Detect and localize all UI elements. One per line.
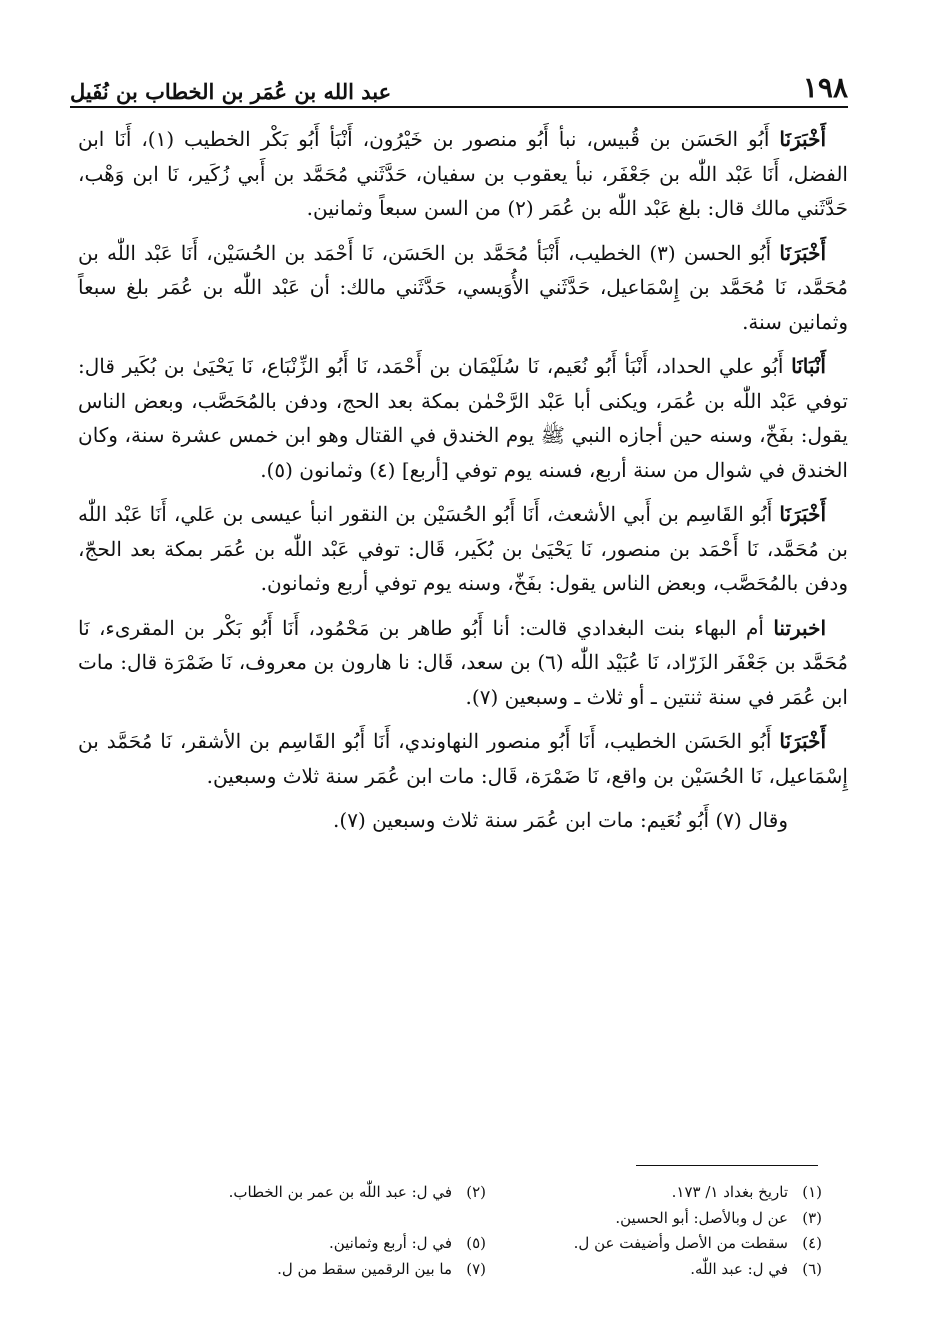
page-header [70, 66, 848, 104]
footnote [486, 1231, 822, 1257]
footnote-text: تاريخ بغداد ١/ ١٧٣. [671, 1183, 788, 1201]
paragraph [78, 611, 848, 715]
footnote [486, 1257, 822, 1283]
footnote-text: عن ل وبالأصل: أبو الحسين. [615, 1208, 788, 1227]
paragraph [78, 349, 848, 487]
paragraph [78, 497, 848, 601]
footnote-number: (١) [802, 1183, 822, 1201]
paragraph-text: أَبُو علي الحداد، أَنْبَأ أَبُو نُعَيم، نَا سُلَيْمَان بن أَحْمَد، نَا أَبُو الزِّنْبَاع، نَا يَحْيَىٰ بن بُكَير قال: توفي عَبْد اللّٰه بن عُمَر، ويكنى أبا عَبْد الرَّحْمٰن بمكة بعد الحج، ودفن بالمُحَصَّب، وبعض الناس يقول: بفَخّ، وسنه حين أجازه النبي ﷺ يوم الخندق في القتال وهو ابن خمس عشرة سنة، وكان الخندق في شوال من سنة أربع، فسنه يوم توفي [أربع] (٤) وثمانون (٥). [78, 354, 848, 482]
footnote-number: (٦) [802, 1259, 822, 1278]
paragraph-lead: أَخْبَرَنَا [779, 502, 826, 526]
paragraph [78, 803, 848, 838]
paragraph-lead: أَخْبَرَنَا [779, 240, 826, 265]
footnote-number: (٧) [466, 1259, 486, 1278]
footnote-text: ما بين الرقمين سقط من ل. [277, 1259, 452, 1278]
footnote-number: (٥) [466, 1234, 486, 1252]
footnote [150, 1231, 486, 1257]
paragraph-text: أَبُو القَاسِم بن أَبي الأشعث، أَنَا أَبُو الحُسَيْن بن النقور انبأ عيسى بن عَلي، أَنَا عَبْد اللّٰه بن مُحَمَّد، نَا أَحْمَد بن منصور، نَا يَحْيَىٰ بن بُكَير، قَال: توفي عَبْد اللّٰه بن عُمَر بمكة بعد الحجّ، ودفن بالمُحَصَّب، وبعض الناس يقول: بفَخّ، وسنه يوم توفي أربع وثمانون. [78, 502, 848, 595]
footnote [486, 1180, 822, 1206]
paragraph [78, 122, 848, 226]
footnote [150, 1180, 486, 1206]
footnote-rule [636, 1165, 818, 1166]
paragraph-lead: أَنْبَانَا [791, 354, 826, 378]
paragraph-text: أَبُو الحسن (٣) الخطيب، أَنْبَأ مُحَمَّد بن الحَسَن، نَا أَحْمَد بن الحُسَيْن، أَنَا عَبْد اللّٰه بن مُحَمَّد، نَا مُحَمَّد بن إِسْمَاعيل، حَدَّثَني الأُوَيسي، حَدَّثَني مالك: أن عَبْد اللّٰه بن عُمَر بلغ سبعاً وثمانين سنة. [78, 240, 848, 334]
paragraph-text: أم البهاء بنت البغدادي قالت: أنا أَبُو طاهر بن مَحْمُود، أَنَا أَبُو بَكْر بن المقرىء، نَا مُحَمَّد بن جَعْفَر الزَرّاد، نَا عُبَيْد اللّٰه (٦) بن سعد، قَال: نا هارون بن معروف، نَا ضَمْرَة قال: مات ابن عُمَر في سنة ثنتين ـ أو ثلاث ـ وسبعين (٧). [78, 615, 848, 709]
paragraph-text: وقال (٧) أَبُو نُعَيم: مات ابن عُمَر سنة ثلاث وسبعين (٧). [333, 808, 788, 832]
paragraph-lead: اخبرتنا [773, 615, 826, 640]
footnote-row [150, 1180, 822, 1206]
paragraph-lead: أَخْبَرَنَا [779, 729, 826, 753]
footnote-row [150, 1206, 822, 1232]
main-text [78, 122, 848, 848]
paragraph [78, 724, 848, 793]
paragraph-text: أَبُو الحَسَن بن قُبيس، نبأ أَبُو منصور بن خَيْرُون، أَنْبَأ أَبُو بَكْر الخطيب (١)، أَنَا ابن الفضل، أَنَا عَبْد اللّٰه بن جَعْفَر، نبأ يعقوب بن سفيان، حَدَّثَني مُحَمَّد بن أَبي زُكَير، نَا ابن وَهْب، حَدَّثَني مالك قال: بلغ عَبْد اللّٰه بن عُمَر (٢) من السن سبعاً وثمانين. [78, 127, 848, 220]
footnote [150, 1257, 486, 1283]
footnote-text: في ل: عبد اللّٰه. [690, 1259, 788, 1278]
footnote-number: (٣) [802, 1208, 822, 1227]
footnote-row [150, 1231, 822, 1257]
footnote-text: سقطت من الأصل وأضيفت عن ل. [573, 1234, 788, 1252]
footnote-number: (٢) [466, 1183, 486, 1201]
footnotes [150, 1180, 822, 1282]
footnote-text: في ل: عبد اللّٰه بن عمر بن الخطاب. [228, 1183, 452, 1201]
footnote-text: في ل: أربع وثمانين. [328, 1234, 452, 1252]
footnote [486, 1206, 822, 1232]
page-number: ١٩٨ [802, 71, 848, 104]
footnote-number: (٤) [802, 1234, 822, 1252]
paragraph [78, 236, 848, 340]
running-title: عبد الله بن عُمَر بن الخطاب بن نُفَيل [70, 79, 392, 104]
paragraph-text: أَبُو الحَسَن الخطيب، أَنَا أَبُو منصور النهاوندي، أَنَا أَبُو القَاسِم بن الأشقر، نَا مُحَمَّد بن إِسْمَاعيل، نَا الحُسَيْن بن واقع، نَا ضَمْرَة، قَال: مات ابن عُمَر سنة ثلاث وسبعين. [78, 729, 848, 788]
header-rule [70, 106, 848, 108]
footnote-row [150, 1257, 822, 1283]
paragraph-lead: أَخْبَرَنَا [779, 127, 826, 151]
